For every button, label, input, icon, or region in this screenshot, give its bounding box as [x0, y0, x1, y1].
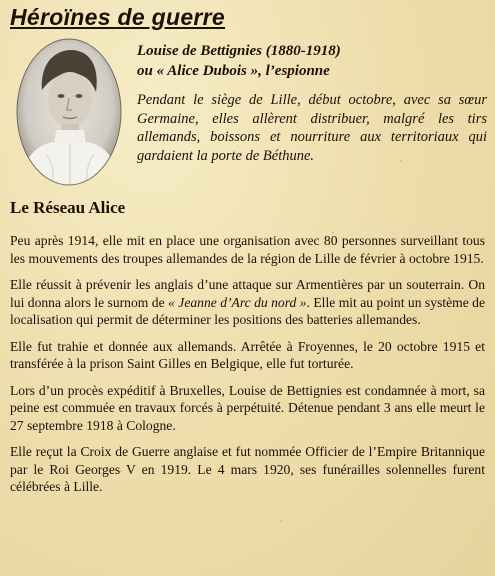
paragraph: Lors d’un procès expéditif à Bruxelles, Louise de Bettignies est condamnée à mort, sa peine est commuée en travaux forcés à perpétuité. Détenue pendant 3 ans elle meurt le 27 septembre 1918 à Cologne.	[10, 382, 485, 433]
paragraph	[10, 276, 485, 329]
paragraph: Elle reçut la Croix de Guerre anglaise et fut nommée Officier de l’Empire Britannique par le Roi Georges V en 1919. Le 4 mars 1920, ses funérailles solennelles furent célébrées à Lille.	[10, 444, 485, 494]
nickname-quote: « Jeanne d’Arc du nord »	[168, 294, 307, 310]
subject-name	[137, 41, 487, 81]
article-body	[10, 232, 485, 505]
page-title: Héroïnes de guerre	[10, 4, 226, 30]
subject-name-line: Louise de Bettignies (1880-1918)	[137, 43, 341, 59]
paragraph: Peu après 1914, elle mit en place une organisation avec 80 personnes surveillant tous les mouvements des troupes allemandes de la région de Lille de février à octobre 1915.	[10, 233, 485, 266]
subject-alias-line: ou « Alice Dubois », l’espionne	[137, 63, 330, 79]
intro-paragraph: Pendant le siège de Lille, début octobre, avec sa sœur Germaine, elles allèrent distribuer, malgré les tirs allemands, boissons et nourriture aux territoriaux qui gardaient la porte de Béthune.	[137, 92, 487, 164]
section-title: Le Réseau Alice	[10, 198, 126, 217]
paragraph: Elle fut trahie et donnée aux allemands. Arrêtée à Froyennes, le 20 octobre 1915 et transférée à la prison Saint Gilles en Belgique, elle fut torturée.	[10, 338, 485, 371]
paragraph-text: Elle réussit à prévenir les anglais d’une attaque sur Armentières par un souterrain. On lui donna alors le surnom de	[10, 277, 485, 310]
paragraph-text: . Elle mit au point un système de localisation qui permit de déterminer les positions des batteries allemandes.	[10, 294, 485, 327]
portrait-photo	[16, 38, 122, 186]
